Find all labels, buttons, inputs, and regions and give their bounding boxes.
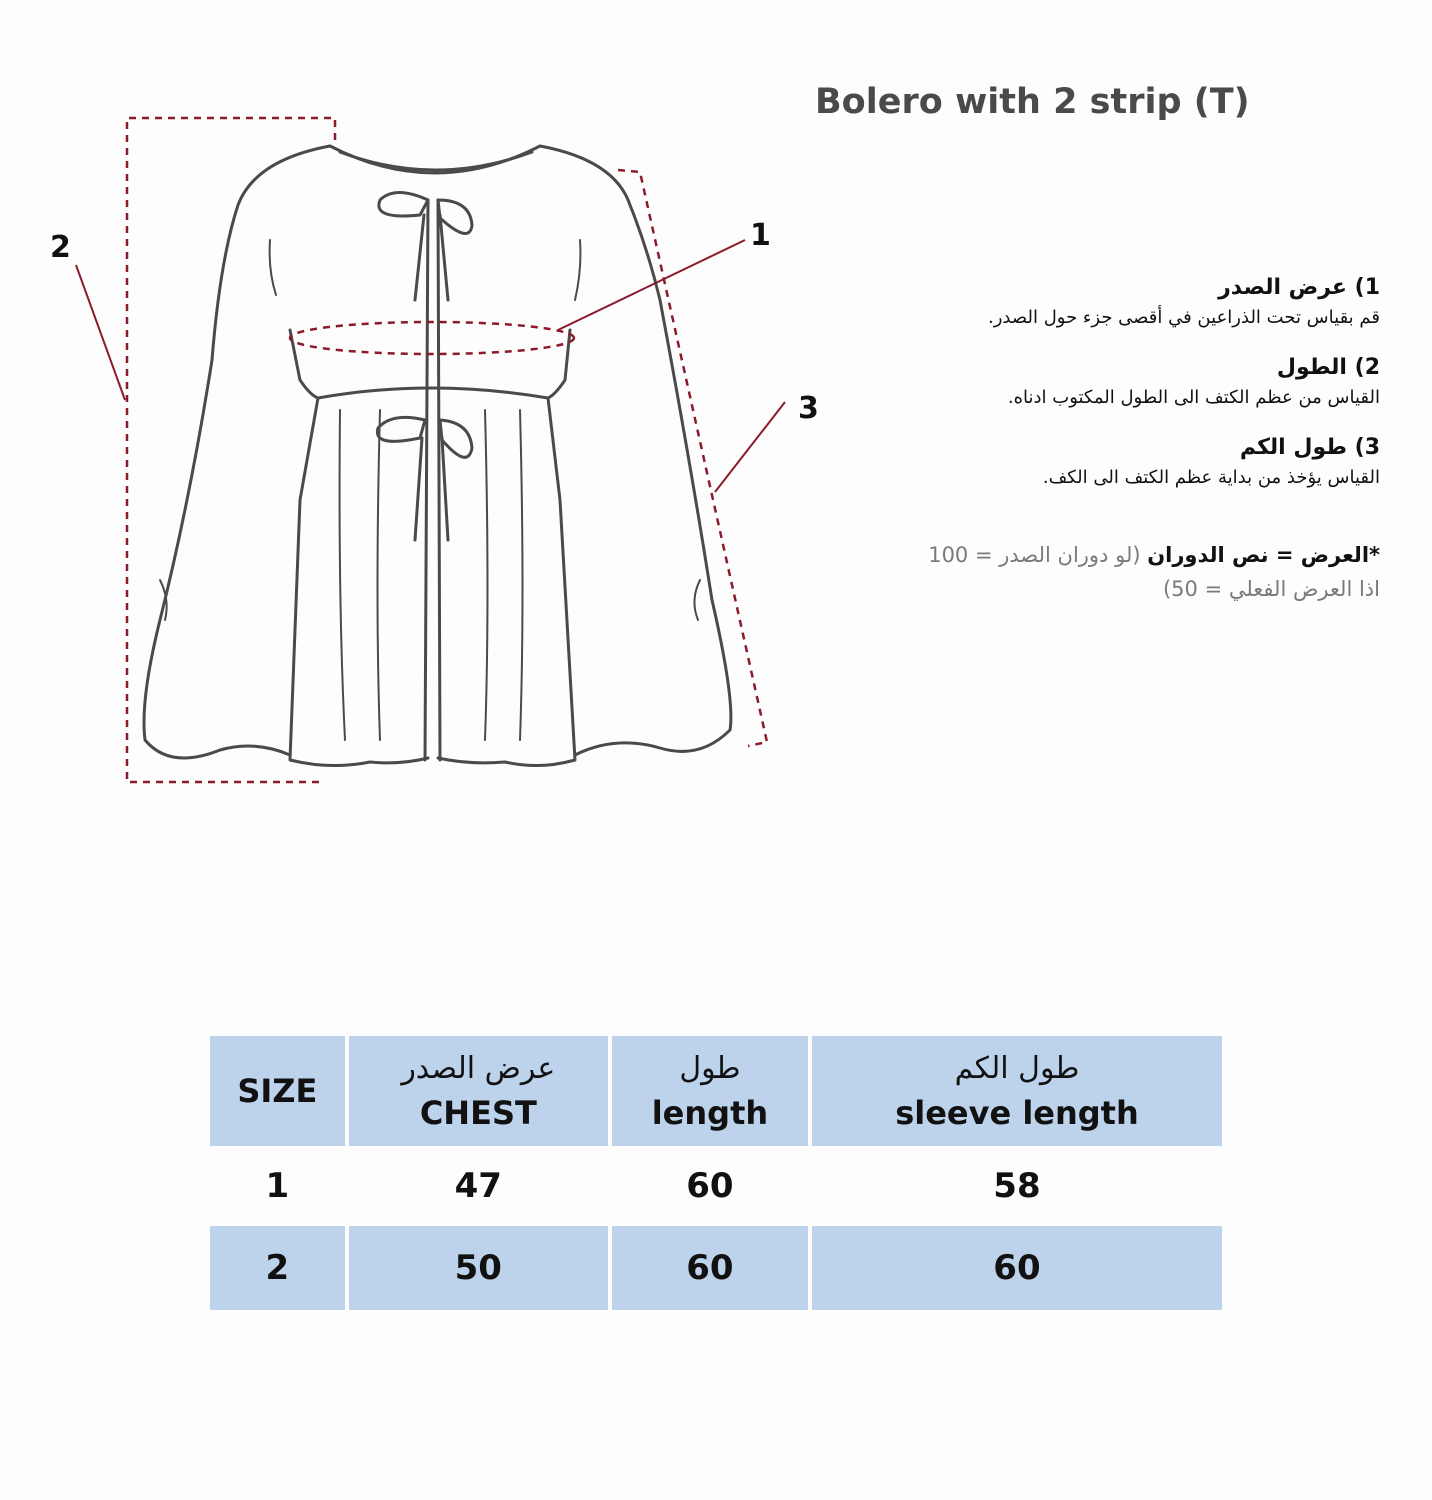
header-size: SIZE (210, 1036, 345, 1146)
neckband (340, 152, 532, 170)
measurement-item-chest (860, 272, 1380, 332)
measurement-desc: القياس من عظم الكتف الى الطول المكتوب ادناه. (1007, 387, 1380, 408)
size-table (206, 1036, 1226, 1310)
upper-bow (379, 193, 472, 234)
cell-chest: 47 (349, 1146, 608, 1226)
label-3: 3 (798, 391, 819, 426)
cell-length: 60 (612, 1226, 808, 1310)
width-note-line2: اذا العرض الفعلي = 50) (1162, 577, 1380, 601)
width-note (860, 538, 1380, 606)
measurement-desc: القياس يؤخذ من بداية عظم الكتف الى الكف. (1042, 467, 1380, 488)
measurement-title: 1) عرض الصدر (1218, 275, 1380, 300)
body-outline (290, 330, 428, 766)
table-row (210, 1226, 1222, 1310)
cell-sleeve-length: 60 (812, 1226, 1222, 1310)
label-2: 2 (50, 230, 71, 265)
width-note-rest: (لو دوران الصدر = 100 (928, 543, 1148, 567)
measurement-item-length (860, 352, 1380, 412)
table-header-row (210, 1036, 1222, 1146)
cell-chest: 50 (349, 1226, 608, 1310)
garment-diagram (40, 100, 840, 800)
sleeve-guide (618, 170, 767, 746)
label-1: 1 (750, 218, 771, 253)
header-sleeve-length: طول الكم sleeve length (812, 1036, 1222, 1146)
body-outline-right (438, 330, 575, 766)
length-guide (127, 118, 335, 782)
header-length: طول length (612, 1036, 808, 1146)
width-note-bold: *العرض = نص الدوران (1147, 543, 1380, 567)
left-sleeve-outline (144, 146, 330, 758)
cell-length: 60 (612, 1146, 808, 1226)
cell-sleeve-length: 58 (812, 1146, 1222, 1226)
page-title: Bolero with 2 strip (T) (815, 82, 1250, 122)
cell-size: 2 (210, 1226, 345, 1310)
measurement-title: 2) الطول (1276, 355, 1380, 380)
table-row (210, 1146, 1222, 1226)
chest-guide (290, 322, 574, 354)
measurement-notes (860, 272, 1380, 606)
header-chest: عرض الصدر CHEST (349, 1036, 608, 1146)
measurement-title: 3) طول الكم (1239, 435, 1380, 460)
measurement-desc: قم بقياس تحت الذراعين في أقصى جزء حول الصدر. (988, 307, 1380, 328)
measurement-item-sleeve (860, 432, 1380, 492)
cell-size: 1 (210, 1146, 345, 1226)
lower-bow (377, 417, 472, 457)
